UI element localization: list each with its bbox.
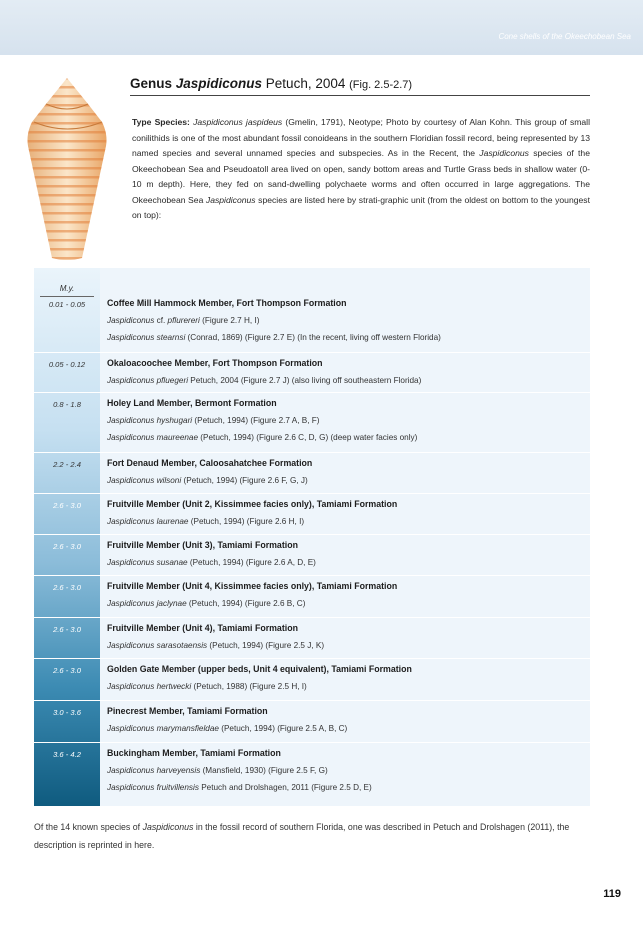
species-epithet: pflurereri <box>167 316 200 325</box>
intro-text-2: species of the Okeechobean Sea and Pseudoatoll area lived on open, sandy bottom areas and Turtle Grass beds in shallow water (0-10 m depth). Here, they fed on sand-dwelling polychaete worms and often occurred in large aggregations. The Okeechobean Sea <box>132 148 590 205</box>
species-citation: (Petuch, 1994) (Figure 2.6 H, I) <box>188 517 305 526</box>
formation-unit: Fort Denaud Member, Caloosahatchee Formation <box>107 458 313 468</box>
intro-genus-1: Jaspidiconus <box>479 148 529 158</box>
formation-unit: Holey Land Member, Bermont Formation <box>107 398 277 408</box>
age-range: 2.6 - 3.0 <box>53 666 81 675</box>
running-head: Cone shells of the Okeechobean Sea <box>498 32 631 41</box>
species-citation: (Mansfield, 1930) (Figure 2.5 F, G) <box>200 766 328 775</box>
species-name: Jaspidiconus stearnsi <box>107 333 186 342</box>
row-divider <box>34 352 590 353</box>
species-entry <box>107 316 259 325</box>
species-entry <box>107 376 421 385</box>
cone-shell-image <box>22 74 112 262</box>
species-entry <box>107 641 324 650</box>
formation-unit: Okaloacoochee Member, Fort Thompson Formation <box>107 358 323 368</box>
species-citation: (Petuch, 1994) (Figure 2.6 C, D, G) (deep water facies only) <box>198 433 418 442</box>
species-name: Jaspidiconus pfluegeri <box>107 376 189 385</box>
age-range: 2.6 - 3.0 <box>53 583 81 592</box>
genus-prefix: Genus <box>130 76 176 91</box>
genus-name: Jaspidiconus <box>175 76 263 91</box>
genus-figure-ref: (Fig. 2.5-2.7) <box>349 79 413 91</box>
formation-unit: Buckingham Member, Tamiami Formation <box>107 748 281 758</box>
row-divider <box>34 742 590 743</box>
species-entry <box>107 476 308 485</box>
row-divider <box>34 534 590 535</box>
formation-unit: Fruitville Member (Unit 4, Kissimmee facies only), Tamiami Formation <box>107 581 398 591</box>
species-name: Jaspidiconus fruitvillensis <box>107 783 199 792</box>
shell-photo <box>22 74 112 262</box>
species-entry <box>107 682 307 691</box>
species-citation: Petuch, 2004 (Figure 2.7 J) (also living off southeastern Florida) <box>188 376 422 385</box>
formation-unit: Golden Gate Member (upper beds, Unit 4 equivalent), Tamiami Formation <box>107 664 412 674</box>
intro-text-1: (Gmelin, 1791), Neotype; Photo by courtesy of Alan Kohn. This group of small conilithids is one of the most abundant fossil conoideans in the southern Floridian fossil record, being represented by 13 named species and several unnamed species and subspecies. As in the Recent, the <box>132 117 590 158</box>
genus-heading <box>130 76 590 96</box>
species-name: Jaspidiconus jaclynae <box>107 599 187 608</box>
species-name: Jaspidiconus marymansfieldae <box>107 724 219 733</box>
my-header: M.y. <box>59 284 75 293</box>
my-header-rule <box>40 296 94 297</box>
row-divider <box>34 617 590 618</box>
species-citation: (Petuch, 1994) (Figure 2.6 F, G, J) <box>181 476 308 485</box>
closing-genus: Jaspidiconus <box>142 822 194 832</box>
species-entry <box>107 517 304 526</box>
species-name: Jaspidiconus maureenae <box>107 433 199 442</box>
age-range: 0.05 - 0.12 <box>48 360 86 369</box>
age-range: 2.2 - 2.4 <box>53 460 81 469</box>
formation-unit: Fruitville Member (Unit 4), Tamiami Formation <box>107 623 298 633</box>
row-divider <box>34 700 590 701</box>
species-figure-ref: (Figure 2.7 H, I) <box>199 316 260 325</box>
formation-unit: Coffee Mill Hammock Member, Fort Thompson Formation <box>107 298 347 308</box>
formation-unit: Pinecrest Member, Tamiami Formation <box>107 706 268 716</box>
row-divider <box>34 452 590 453</box>
species-name: Jaspidiconus hyshugari <box>107 416 193 425</box>
species-name: Jaspidiconus <box>107 316 155 325</box>
row-divider <box>34 575 590 576</box>
species-citation: Petuch and Drolshagen, 2011 (Figure 2.5 D, E) <box>198 783 372 792</box>
intro-genus-2: Jaspidiconus <box>205 194 256 205</box>
species-entry <box>107 558 316 567</box>
intro-paragraph <box>132 115 590 224</box>
age-gradient-column <box>34 268 100 806</box>
species-name: Jaspidiconus sarasotaensis <box>107 641 208 650</box>
stratigraphy-table <box>34 268 590 806</box>
page-number: 119 <box>603 888 621 900</box>
closing-paragraph <box>34 818 590 854</box>
species-name: Jaspidiconus hertwecki <box>107 682 192 691</box>
type-species-label: Type Species: <box>132 117 190 127</box>
age-range: 2.6 - 3.0 <box>53 625 81 634</box>
type-species-name: Jaspidiconus jaspideus <box>193 117 283 127</box>
species-entry <box>107 433 417 442</box>
age-range: 3.0 - 3.6 <box>53 708 81 717</box>
species-citation: (Petuch, 1994) (Figure 2.6 B, C) <box>186 599 306 608</box>
species-entry <box>107 599 305 608</box>
species-citation: (Petuch, 1988) (Figure 2.5 H, I) <box>191 682 307 691</box>
species-citation: (Petuch, 1994) (Figure 2.5 A, B, C) <box>218 724 348 733</box>
intro-text-3: species are listed here by strati-graphic unit (from the oldest on bottom to the youngest on top): <box>132 194 590 220</box>
formation-unit: Fruitville Member (Unit 3), Tamiami Formation <box>107 540 298 550</box>
formation-unit: Fruitville Member (Unit 2, Kissimmee facies only), Tamiami Formation <box>107 499 398 509</box>
species-entry <box>107 416 320 425</box>
row-divider <box>34 493 590 494</box>
species-name: Jaspidiconus susanae <box>107 558 188 567</box>
species-name: Jaspidiconus wilsoni <box>107 476 182 485</box>
species-entry <box>107 333 441 342</box>
species-entry <box>107 766 328 775</box>
species-citation: (Conrad, 1869) (Figure 2.7 E) (In the recent, living off western Florida) <box>185 333 441 342</box>
age-range: 0.01 - 0.05 <box>48 300 86 309</box>
species-citation: cf. <box>154 316 168 325</box>
row-divider <box>34 658 590 659</box>
closing-text-1: Of the 14 known species of <box>34 822 143 832</box>
age-range: 3.6 - 4.2 <box>53 750 81 759</box>
closing-text-2: in the fossil record of southern Florida, one was described in Petuch and Drolshagen (2011), the description is reprinted in here. <box>34 822 570 850</box>
genus-author: Petuch, 2004 <box>262 76 350 91</box>
species-name: Jaspidiconus harveyensis <box>107 766 201 775</box>
age-range: 2.6 - 3.0 <box>53 542 81 551</box>
species-citation: (Petuch, 1994) (Figure 2.6 A, D, E) <box>187 558 316 567</box>
age-range: 2.6 - 3.0 <box>53 501 81 510</box>
row-divider <box>34 392 590 393</box>
running-head-band <box>0 0 643 55</box>
species-entry <box>107 783 372 792</box>
age-range: 0.8 - 1.8 <box>53 400 81 409</box>
species-citation: (Petuch, 1994) (Figure 2.5 J, K) <box>207 641 325 650</box>
species-entry <box>107 724 347 733</box>
species-citation: (Petuch, 1994) (Figure 2.7 A, B, F) <box>192 416 320 425</box>
species-name: Jaspidiconus laurenae <box>107 517 189 526</box>
